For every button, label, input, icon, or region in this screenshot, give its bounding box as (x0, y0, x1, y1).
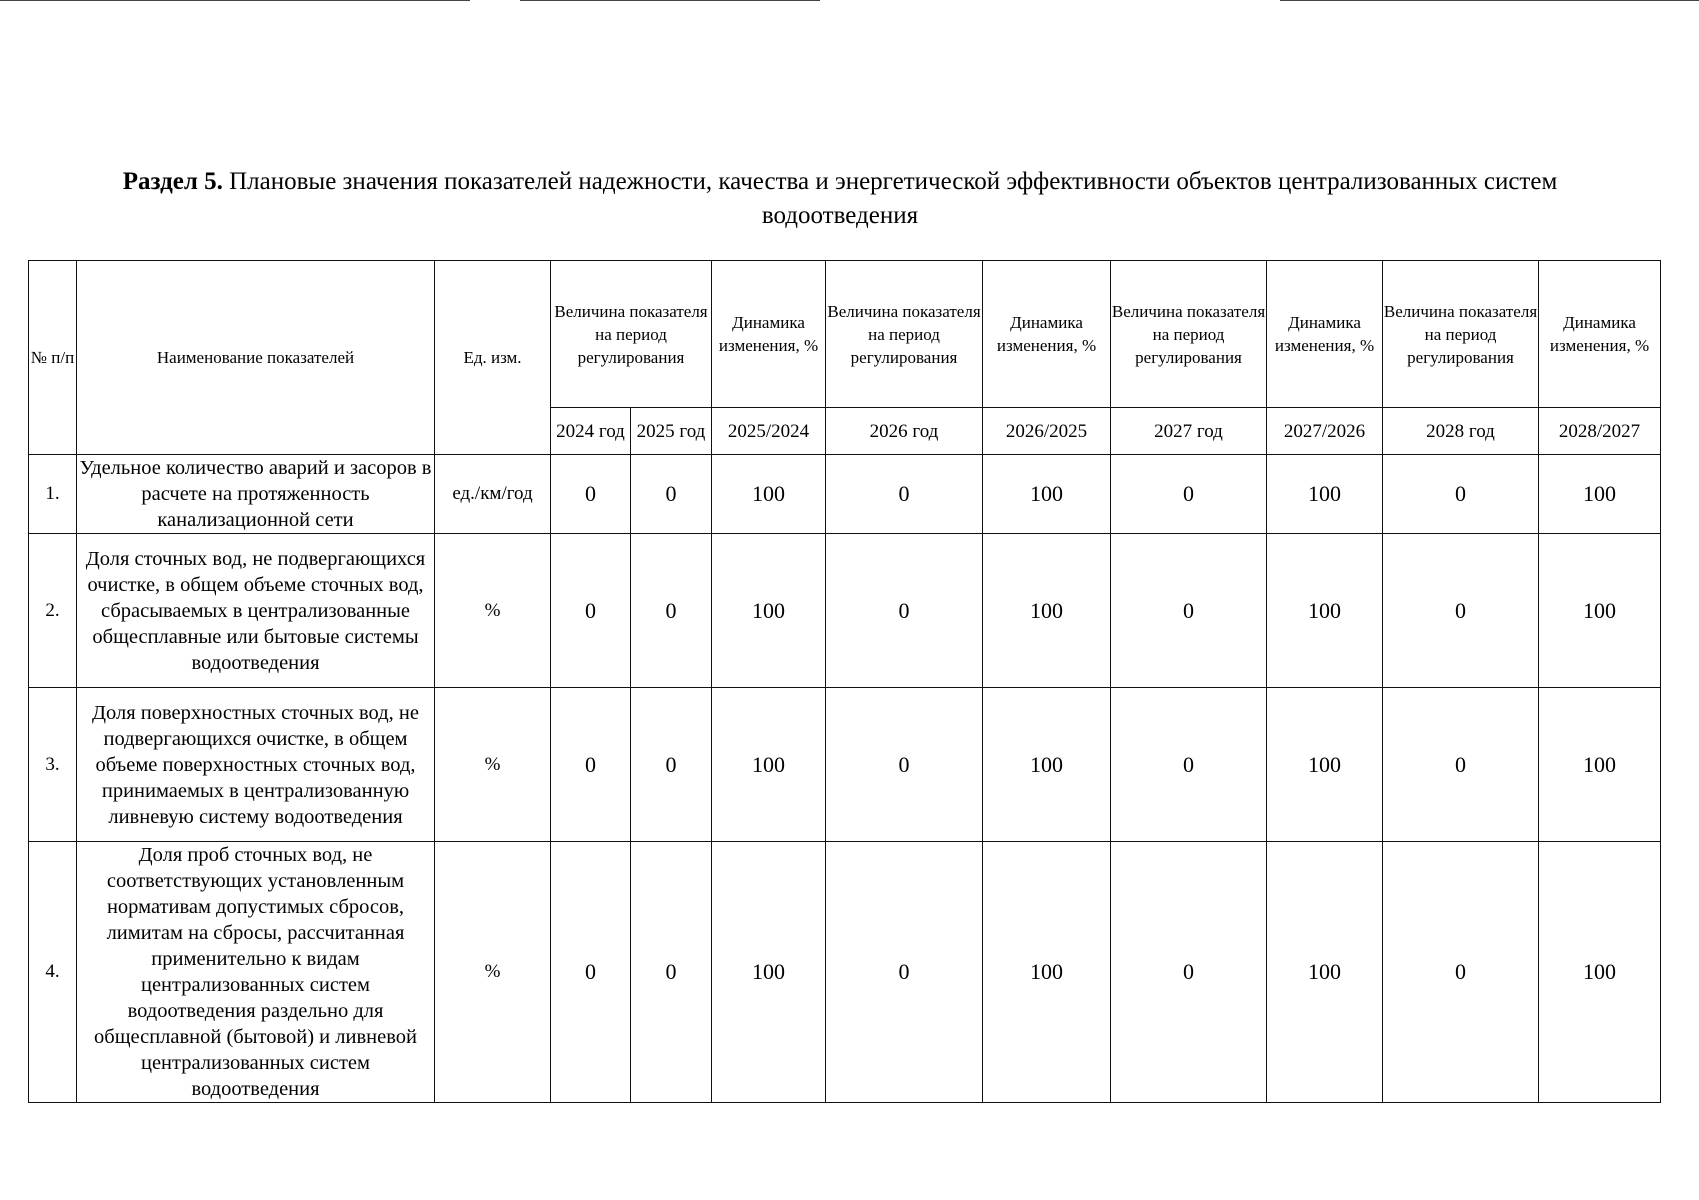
value-2028: 0 (1383, 688, 1539, 842)
header-dynamics: Динамика изменения, % (983, 261, 1111, 408)
row-number: 1. (29, 455, 77, 534)
value-2028: 0 (1383, 842, 1539, 1103)
subheader-2025: 2025 год (631, 408, 712, 455)
value-2027: 0 (1111, 842, 1267, 1103)
subheader-d2028: 2028/2027 (1539, 408, 1661, 455)
subheader-2026: 2026 год (826, 408, 983, 455)
value-2024: 0 (551, 688, 631, 842)
document-title (100, 165, 1580, 233)
scan-edge-line (0, 0, 470, 1)
subheader-d2027: 2027/2026 (1267, 408, 1383, 455)
dynamics-2027: 100 (1267, 688, 1383, 842)
dynamics-2025: 100 (712, 842, 826, 1103)
value-2025: 0 (631, 842, 712, 1103)
value-2027: 0 (1111, 688, 1267, 842)
header-num: № п/п (29, 261, 77, 455)
unit-cell: % (435, 688, 551, 842)
subheader-2028: 2028 год (1383, 408, 1539, 455)
value-2025: 0 (631, 688, 712, 842)
header-dynamics: Динамика изменения, % (1539, 261, 1661, 408)
value-2025: 0 (631, 455, 712, 534)
header-value-period: Величина показателя на период регулирования (1383, 261, 1539, 408)
table-row (29, 688, 1661, 842)
table-row (29, 455, 1661, 534)
table-row (29, 534, 1661, 688)
unit-cell: % (435, 534, 551, 688)
value-2026: 0 (826, 842, 983, 1103)
value-2026: 0 (826, 455, 983, 534)
header-unit: Ед. изм. (435, 261, 551, 455)
dynamics-2026: 100 (983, 842, 1111, 1103)
value-2024: 0 (551, 534, 631, 688)
dynamics-2026: 100 (983, 688, 1111, 842)
indicator-name: Доля поверхностных сточных вод, не подвергающихся очистке, в общем объеме поверхностных сточных вод, принимаемых в централизованную ливневую систему водоотведения (77, 688, 435, 842)
dynamics-2027: 100 (1267, 455, 1383, 534)
subheader-d2026: 2026/2025 (983, 408, 1111, 455)
dynamics-2025: 100 (712, 455, 826, 534)
dynamics-2027: 100 (1267, 534, 1383, 688)
scan-edge-line (1280, 0, 1699, 1)
subheader-2027: 2027 год (1111, 408, 1267, 455)
dynamics-2028: 100 (1539, 455, 1661, 534)
indicator-name: Доля проб сточных вод, не соответствующих установленным нормативам допустимых сбросов, лимитам на сбросы, рассчитанная применительно к видам централизованных систем водоотведения раздельно для общесплавной (бытовой) и ливневой централизованных систем водоотведения (77, 842, 435, 1103)
indicators-table (28, 260, 1661, 1103)
header-value-period: Величина показателя на период регулирования (551, 261, 712, 408)
section-title: Плановые значения показателей надежности, качества и энергетической эффективности объектов централизованных систем водоотведения (229, 168, 1558, 229)
value-2027: 0 (1111, 534, 1267, 688)
dynamics-2027: 100 (1267, 842, 1383, 1103)
dynamics-2028: 100 (1539, 842, 1661, 1103)
value-2026: 0 (826, 688, 983, 842)
header-value-period: Величина показателя на период регулирования (826, 261, 983, 408)
dynamics-2025: 100 (712, 534, 826, 688)
header-dynamics: Динамика изменения, % (1267, 261, 1383, 408)
header-value-period: Величина показателя на период регулирования (1111, 261, 1267, 408)
row-number: 2. (29, 534, 77, 688)
row-number: 3. (29, 688, 77, 842)
scan-edge-line (520, 0, 820, 1)
unit-cell: ед./км/год (435, 455, 551, 534)
row-number: 4. (29, 842, 77, 1103)
value-2025: 0 (631, 534, 712, 688)
subheader-d2025: 2025/2024 (712, 408, 826, 455)
header-dynamics: Динамика изменения, % (712, 261, 826, 408)
dynamics-2026: 100 (983, 534, 1111, 688)
header-row (29, 261, 1661, 408)
value-2028: 0 (1383, 534, 1539, 688)
value-2024: 0 (551, 455, 631, 534)
indicator-name: Доля сточных вод, не подвергающихся очистке, в общем объеме сточных вод, сбрасываемых в централизованные общесплавные или бытовые системы водоотведения (77, 534, 435, 688)
dynamics-2025: 100 (712, 688, 826, 842)
value-2027: 0 (1111, 455, 1267, 534)
dynamics-2028: 100 (1539, 688, 1661, 842)
dynamics-2028: 100 (1539, 534, 1661, 688)
value-2028: 0 (1383, 455, 1539, 534)
indicator-name: Удельное количество аварий и засоров в расчете на протяженность канализационной сети (77, 455, 435, 534)
dynamics-2026: 100 (983, 455, 1111, 534)
value-2026: 0 (826, 534, 983, 688)
header-name: Наименование показателей (77, 261, 435, 455)
subheader-2024: 2024 год (551, 408, 631, 455)
section-label: Раздел 5. (122, 168, 223, 195)
value-2024: 0 (551, 842, 631, 1103)
unit-cell: % (435, 842, 551, 1103)
table-row (29, 842, 1661, 1103)
